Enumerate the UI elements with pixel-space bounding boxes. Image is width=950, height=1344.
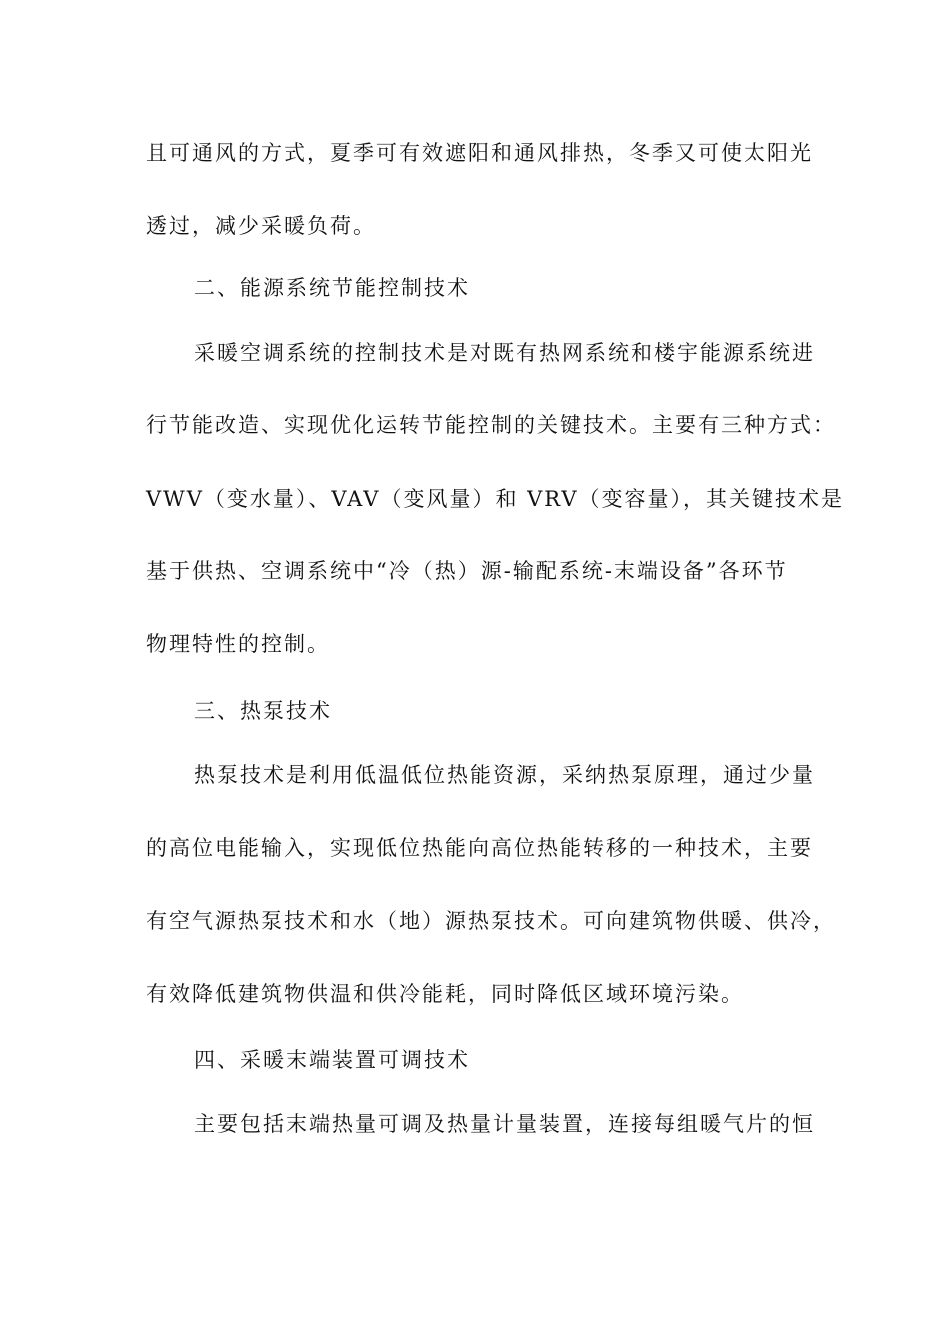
paragraph-line: 且可通风的方式，夏季可有效遮阳和通风排热，冬季又可使太阳光 (146, 141, 813, 165)
paragraph-line: VWV（变水量）、VAV（变风量）和 VRV（变容量），其关键技术是 (146, 487, 845, 511)
paragraph-line: 热泵技术是利用低温低位热能资源，采纳热泵原理，通过少量 (194, 763, 815, 787)
paragraph-line: 采暖空调系统的控制技术是对既有热网系统和楼宇能源系统进 (194, 341, 815, 365)
paragraph-line: 主要包括末端热量可调及热量计量装置，连接每组暖气片的恒 (194, 1112, 815, 1136)
paragraph-line: 基于供热、空调系统中“冷（热）源-输配系统-末端设备”各环节 (146, 559, 788, 583)
section-heading: 三、热泵技术 (194, 699, 332, 723)
paragraph-line: 有空气源热泵技术和水（地）源热泵技术。可向建筑物供暖、供冷， (146, 909, 836, 933)
paragraph-line: 行节能改造、实现优化运转节能控制的关键技术。主要有三种方式： (146, 413, 836, 437)
paragraph-line: 的高位电能输入，实现低位热能向高位热能转移的一种技术，主要 (146, 836, 813, 860)
section-heading: 二、能源系统节能控制技术 (194, 276, 470, 300)
paragraph-line: 物理特性的控制。 (146, 632, 330, 656)
paragraph-line: 透过，减少采暖负荷。 (146, 214, 376, 238)
section-heading: 四、采暖末端装置可调技术 (194, 1048, 470, 1072)
paragraph-line: 有效降低建筑物供温和供冷能耗，同时降低区域环境污染。 (146, 982, 744, 1006)
